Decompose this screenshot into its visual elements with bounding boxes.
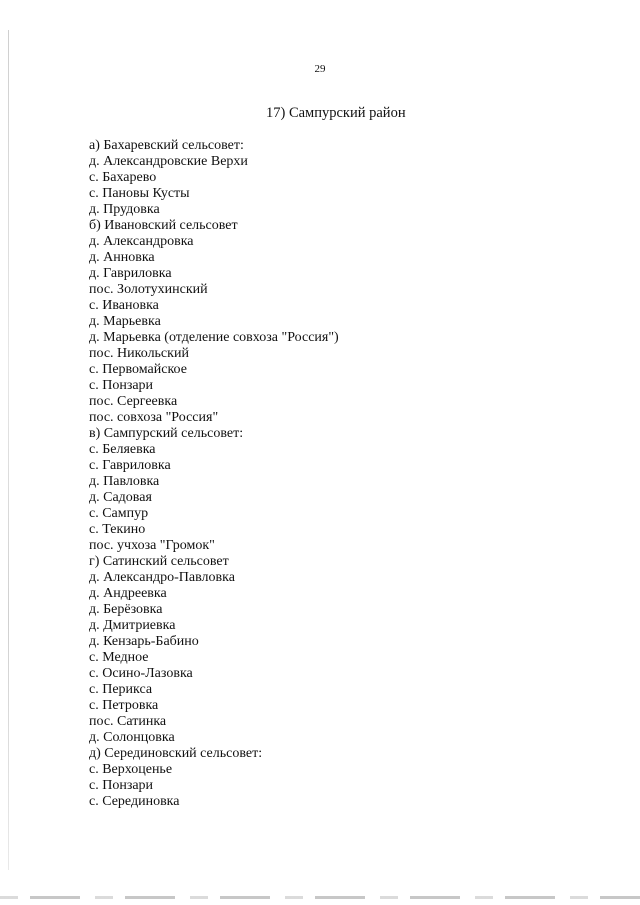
list-item: д. Александро-Павловка [89,570,235,585]
list-item: д. Солонцовка [89,730,175,745]
list-item: б) Ивановский сельсовет [89,218,238,233]
list-item: пос. Золотухинский [89,282,208,297]
list-item: д. Андреевка [89,586,167,601]
list-item: с. Сампур [89,506,149,521]
list-item: с. Текино [89,522,146,537]
list-item: д) Серединовский сельсовет: [89,746,263,761]
list-item: д. Кензарь-Бабино [89,634,199,649]
list-item: с. Ивановка [89,298,159,313]
list-item: с. Верхоценье [89,762,173,777]
list-item: пос. Никольский [89,346,189,361]
list-item: д. Гавриловка [89,266,172,281]
list-item: в) Сампурский сельсовет: [89,426,244,441]
list-item: д. Александровские Верхи [89,154,248,169]
list-item: с. Понзари [89,778,154,793]
settlement-list [89,138,339,810]
list-item: д. Анновка [89,250,155,265]
list-item: пос. совхоза "Россия" [89,410,219,425]
scan-edge-artifact [8,30,9,870]
list-item: а) Бахаревский сельсовет: [89,138,244,153]
list-item: с. Перикса [89,682,153,697]
list-item: с. Пановы Кусты [89,186,190,201]
list-item: с. Осино-Лазовка [89,666,193,681]
list-item: с. Понзари [89,378,154,393]
list-item: с. Медное [89,650,149,665]
list-item: д. Прудовка [89,202,160,217]
list-item: пос. Сатинка [89,714,167,729]
list-item: пос. учхоза "Громок" [89,538,215,553]
list-item: с. Гавриловка [89,458,171,473]
list-item: с. Беляевка [89,442,156,457]
list-item: с. Первомайское [89,362,187,377]
scan-bottom-artifact [0,896,640,899]
page-number: 29 [314,63,326,75]
list-item: д. Александровка [89,234,194,249]
list-item: с. Петровка [89,698,159,713]
list-item: пос. Сергеевка [89,394,178,409]
list-item: д. Берёзовка [89,602,163,617]
list-item: д. Садовая [89,490,152,505]
list-item: д. Дмитриевка [89,618,176,633]
list-item: с. Серединовка [89,794,180,809]
list-item: д. Марьевка (отделение совхоза "Россия") [89,330,339,345]
list-item: г) Сатинский сельсовет [89,554,229,569]
list-item: д. Марьевка [89,314,161,329]
list-item: с. Бахарево [89,170,157,185]
list-item: д. Павловка [89,474,160,489]
district-title: 17) Сампурский район [266,105,406,121]
